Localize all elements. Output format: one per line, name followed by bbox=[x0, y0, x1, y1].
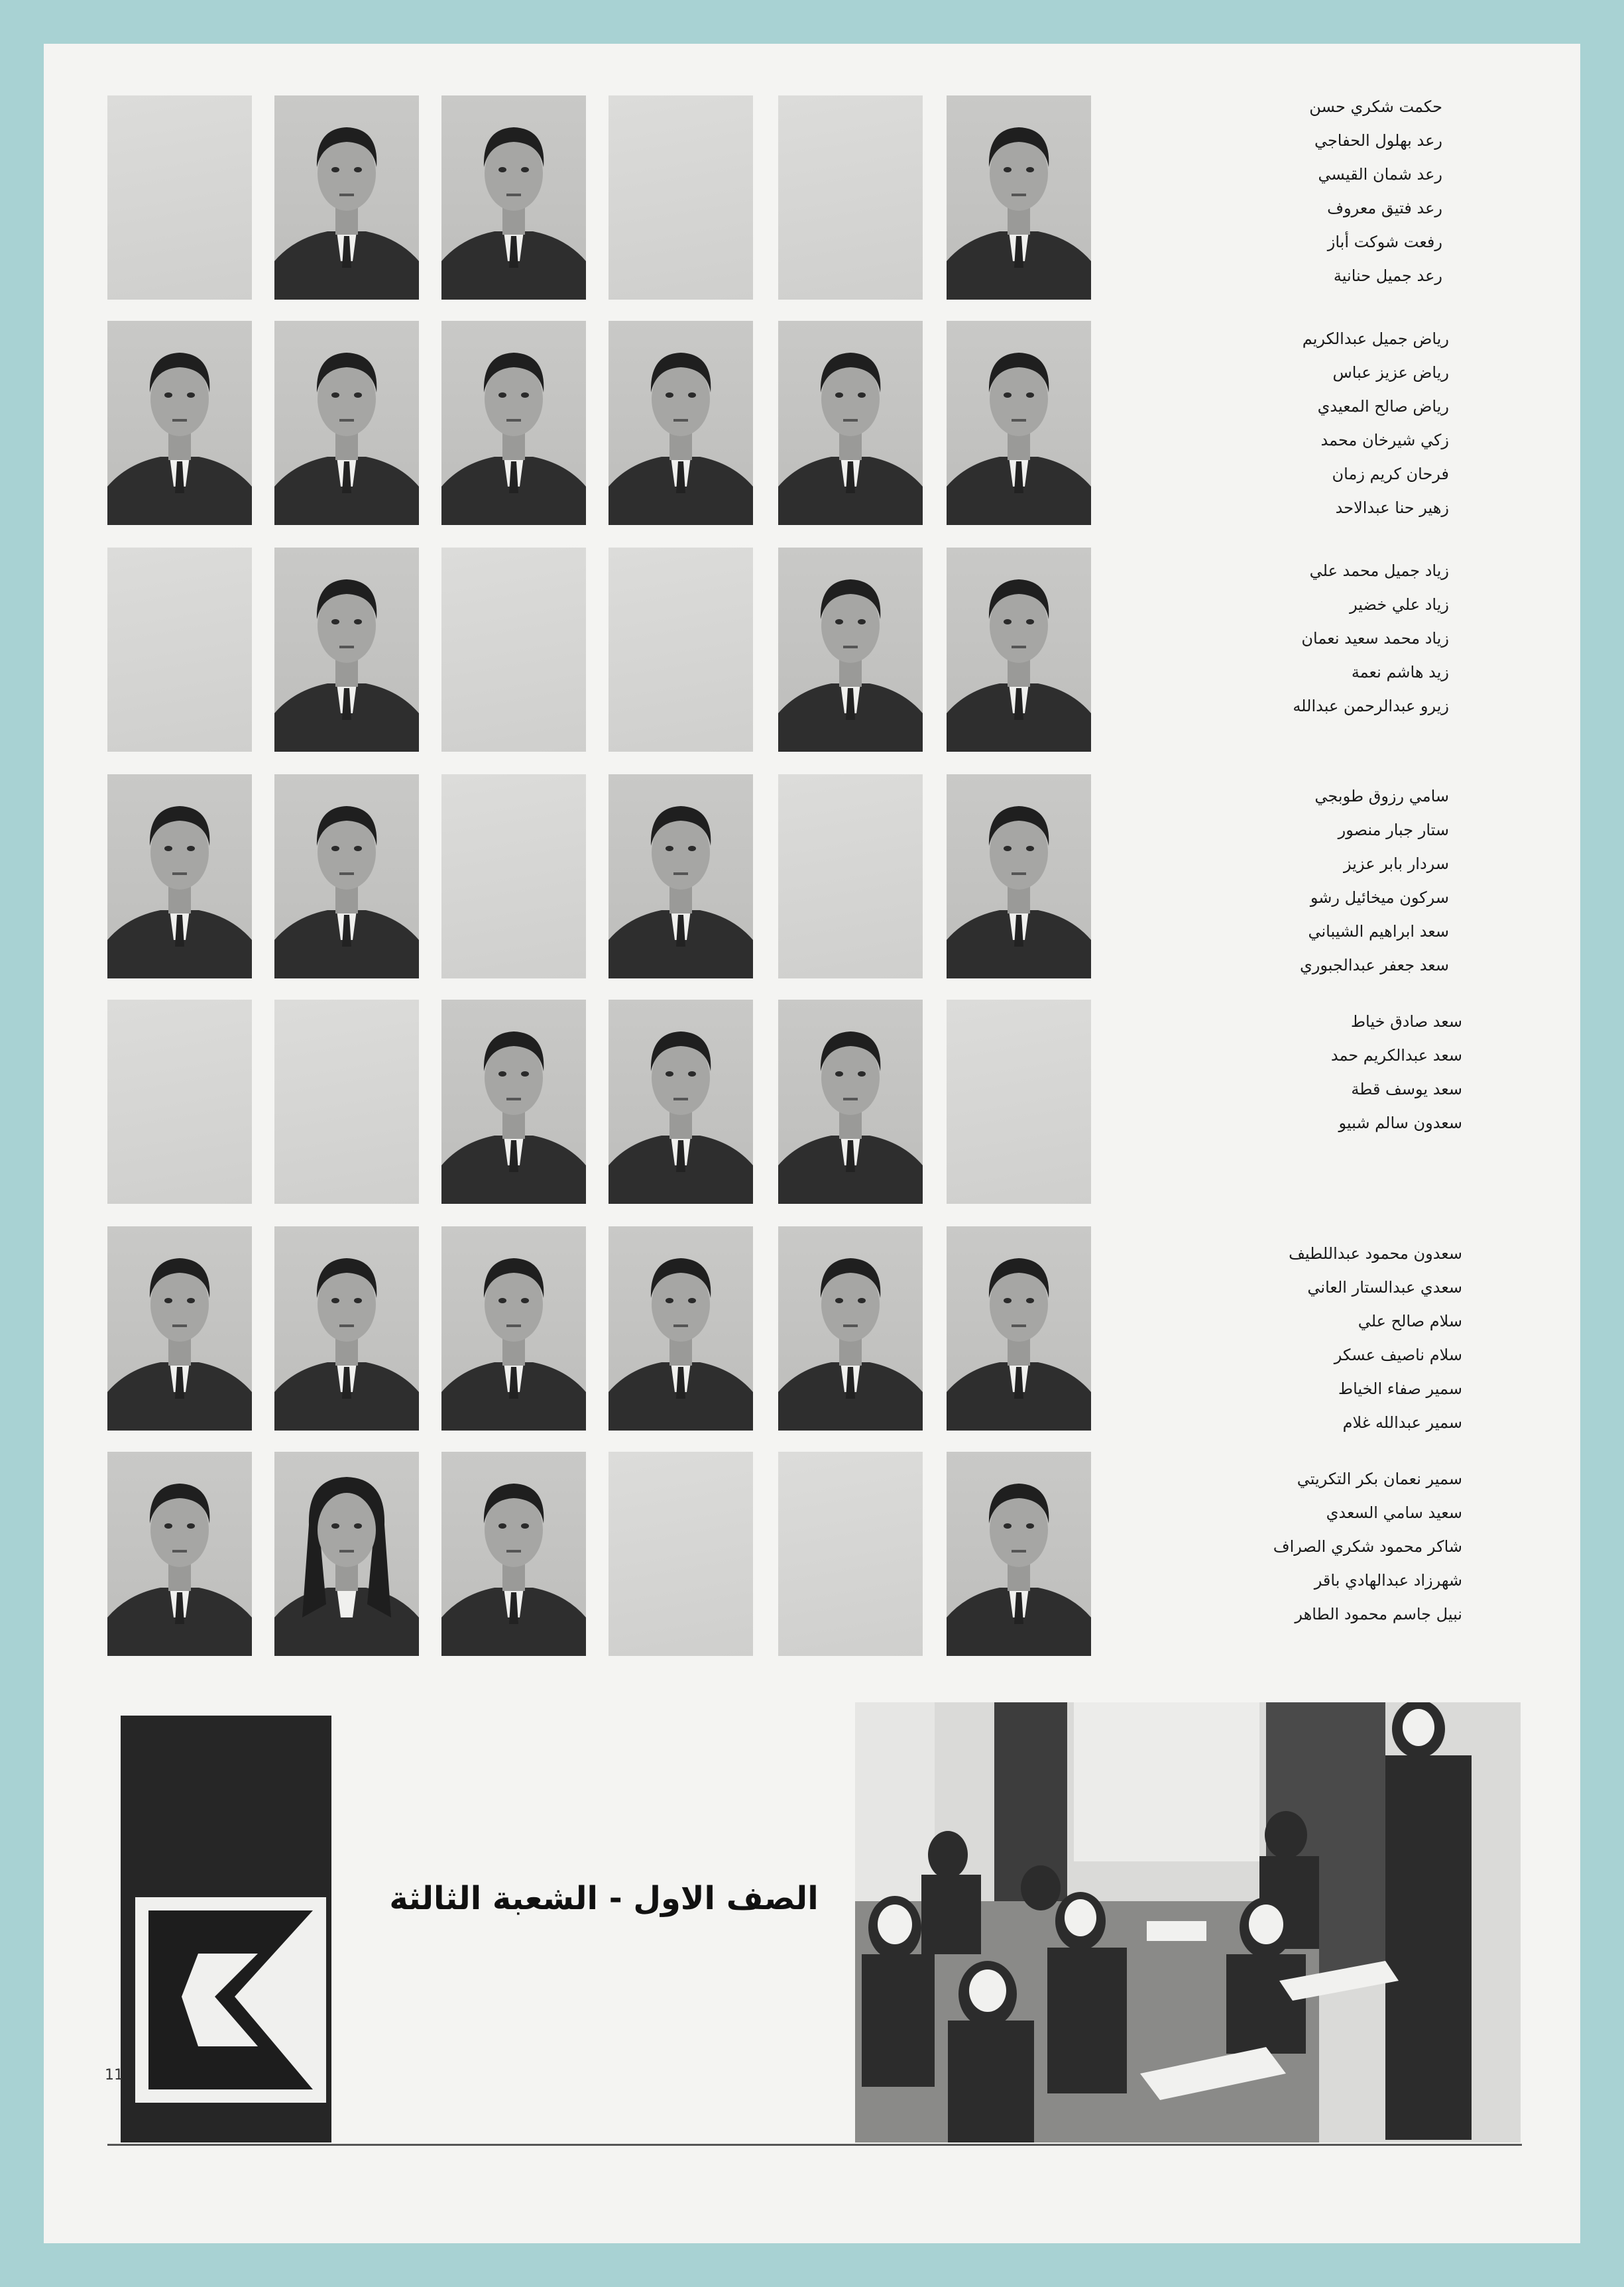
student-portrait bbox=[947, 774, 1091, 978]
student-name: ستار جبار منصور bbox=[1338, 821, 1449, 839]
empty-photo-slot bbox=[107, 1000, 252, 1204]
name-group bbox=[1171, 554, 1449, 723]
student-name: سامي رزوق طوبجي bbox=[1314, 787, 1449, 805]
student-name: رعد بهلول الحفاجي bbox=[1314, 131, 1442, 150]
student-name: سمير عبدالله غلام bbox=[1342, 1413, 1462, 1432]
student-portrait bbox=[609, 774, 753, 978]
empty-photo-slot bbox=[609, 1452, 753, 1656]
portrait-silhouette bbox=[609, 1226, 753, 1431]
portrait-silhouette bbox=[107, 321, 252, 525]
student-portrait bbox=[441, 1226, 586, 1431]
student-portrait bbox=[274, 1452, 419, 1656]
student-name: زهير حنا عبدالاحد bbox=[1335, 498, 1449, 517]
student-portrait bbox=[947, 321, 1091, 525]
student-portrait bbox=[947, 95, 1091, 300]
portrait-silhouette bbox=[778, 321, 923, 525]
student-portrait bbox=[441, 1000, 586, 1204]
portrait-silhouette bbox=[274, 774, 419, 978]
portrait-silhouette bbox=[274, 321, 419, 525]
portrait-silhouette bbox=[609, 774, 753, 978]
portrait-silhouette bbox=[947, 1452, 1091, 1656]
empty-photo-slot bbox=[778, 774, 923, 978]
portrait-silhouette bbox=[947, 774, 1091, 978]
student-portrait bbox=[778, 1000, 923, 1204]
name-group bbox=[1184, 1005, 1462, 1140]
empty-photo-slot bbox=[609, 95, 753, 300]
portrait-silhouette bbox=[947, 548, 1091, 752]
student-portrait bbox=[609, 321, 753, 525]
student-name: زكي شيرخان محمد bbox=[1320, 431, 1449, 449]
student-name: سمير صفاء الخياط bbox=[1338, 1379, 1462, 1398]
student-name: سعد عبدالكريم حمد bbox=[1330, 1046, 1462, 1065]
student-portrait bbox=[947, 1226, 1091, 1431]
student-name: سعدي عبدالستار العاني bbox=[1307, 1278, 1462, 1297]
student-portrait bbox=[778, 548, 923, 752]
student-name: شاكر محمود شكري الصراف bbox=[1273, 1537, 1462, 1556]
student-name: سعدون محمود عبداللطيف bbox=[1289, 1244, 1462, 1263]
portrait-silhouette bbox=[107, 1226, 252, 1431]
portrait-silhouette bbox=[107, 774, 252, 978]
page-number: 11 bbox=[105, 2067, 123, 2083]
student-name: شهرزاد عبدالهادي باقر bbox=[1314, 1571, 1462, 1590]
student-portrait bbox=[441, 1452, 586, 1656]
student-name: سعد ابراهيم الشيباني bbox=[1308, 922, 1449, 941]
student-name: رياض صالح المعيدي bbox=[1317, 397, 1449, 416]
student-name: رعد جميل حنانية bbox=[1333, 266, 1442, 285]
empty-photo-slot bbox=[778, 95, 923, 300]
student-portrait bbox=[107, 1452, 252, 1656]
student-portrait bbox=[609, 1000, 753, 1204]
student-name-list bbox=[1171, 90, 1462, 1721]
student-portrait bbox=[947, 1452, 1091, 1656]
student-portrait bbox=[274, 1226, 419, 1431]
portrait-silhouette bbox=[609, 1000, 753, 1204]
portrait-silhouette bbox=[947, 1226, 1091, 1431]
student-portrait bbox=[778, 1226, 923, 1431]
student-portrait bbox=[609, 1226, 753, 1431]
student-name: فرحان كريم زمان bbox=[1332, 465, 1449, 483]
student-name: رياض عزيز عباس bbox=[1332, 363, 1449, 382]
student-name: زياد علي خضير bbox=[1350, 595, 1449, 614]
portrait-silhouette bbox=[274, 548, 419, 752]
student-name: زياد جميل محمد علي bbox=[1309, 561, 1449, 580]
portrait-silhouette bbox=[778, 1000, 923, 1204]
student-photo-grid bbox=[107, 95, 1148, 1706]
student-name: حكمت شكري حسن bbox=[1309, 97, 1442, 116]
portrait-silhouette bbox=[441, 321, 586, 525]
student-name: نبيل جاسم محمود الطاهر bbox=[1295, 1605, 1462, 1623]
student-name: سعيد سامي السعدي bbox=[1326, 1503, 1462, 1522]
empty-photo-slot bbox=[107, 548, 252, 752]
student-name: سعد صادق خياط bbox=[1350, 1012, 1462, 1031]
empty-photo-slot bbox=[441, 548, 586, 752]
portrait-silhouette bbox=[107, 1452, 252, 1656]
student-name: سلام صالح علي bbox=[1358, 1312, 1462, 1330]
empty-photo-slot bbox=[107, 95, 252, 300]
name-group bbox=[1171, 322, 1449, 525]
portrait-silhouette bbox=[441, 1000, 586, 1204]
student-portrait bbox=[441, 321, 586, 525]
class-section-title: الصف الاول - الشعبة الثالثة bbox=[389, 1880, 819, 1917]
name-group bbox=[1171, 780, 1449, 982]
name-group bbox=[1184, 1237, 1462, 1440]
yearbook-page bbox=[44, 44, 1580, 2243]
empty-photo-slot bbox=[778, 1452, 923, 1656]
portrait-silhouette bbox=[441, 1226, 586, 1431]
portrait-silhouette bbox=[441, 1452, 586, 1656]
student-portrait bbox=[274, 774, 419, 978]
student-portrait bbox=[778, 321, 923, 525]
empty-photo-slot bbox=[947, 1000, 1091, 1204]
student-portrait bbox=[107, 774, 252, 978]
name-group bbox=[1184, 1462, 1462, 1631]
empty-photo-slot bbox=[274, 1000, 419, 1204]
portrait-silhouette bbox=[778, 548, 923, 752]
student-portrait bbox=[274, 548, 419, 752]
student-portrait bbox=[274, 321, 419, 525]
portrait-silhouette bbox=[947, 95, 1091, 300]
student-name: رفعت شوكت أباز bbox=[1327, 233, 1442, 251]
portrait-silhouette bbox=[778, 1226, 923, 1431]
student-name: زياد محمد سعيد نعمان bbox=[1301, 629, 1449, 648]
student-portrait bbox=[441, 95, 586, 300]
portrait-silhouette bbox=[274, 1452, 419, 1656]
student-portrait bbox=[274, 95, 419, 300]
student-name: زيرو عبدالرحمن عبدالله bbox=[1293, 697, 1449, 715]
student-name: سركون ميخائيل رشو bbox=[1310, 888, 1449, 907]
student-portrait bbox=[107, 321, 252, 525]
student-name: زيد هاشم نعمة bbox=[1351, 663, 1449, 681]
empty-photo-slot bbox=[441, 774, 586, 978]
school-emblem bbox=[135, 1897, 326, 2103]
empty-photo-slot bbox=[609, 548, 753, 752]
school-emblem-panel bbox=[121, 1716, 331, 2142]
portrait-silhouette bbox=[609, 321, 753, 525]
portrait-silhouette bbox=[274, 1226, 419, 1431]
student-name: رياض جميل عبدالكريم bbox=[1302, 329, 1449, 348]
student-name: سعد يوسف قطة bbox=[1351, 1080, 1462, 1098]
student-name: سعدون سالم شبيو bbox=[1338, 1114, 1462, 1132]
portrait-silhouette bbox=[274, 95, 419, 300]
bottom-rule bbox=[107, 2144, 1522, 2146]
student-name: سمير نعمان بكر التكريتي bbox=[1297, 1470, 1462, 1488]
student-name: رعد فتيق معروف bbox=[1327, 199, 1442, 217]
student-portrait bbox=[947, 548, 1091, 752]
portrait-silhouette bbox=[947, 321, 1091, 525]
student-name: سردار بابر عزيز bbox=[1344, 854, 1449, 873]
name-group bbox=[1164, 90, 1442, 293]
student-name: سعد جعفر عبدالجبوري bbox=[1300, 956, 1449, 974]
portrait-silhouette bbox=[441, 95, 586, 300]
classroom-photo bbox=[855, 1702, 1521, 2142]
student-portrait bbox=[107, 1226, 252, 1431]
student-name: رعد شمان القيسي bbox=[1318, 165, 1442, 184]
student-name: سلام ناصيف عسكر bbox=[1334, 1346, 1462, 1364]
